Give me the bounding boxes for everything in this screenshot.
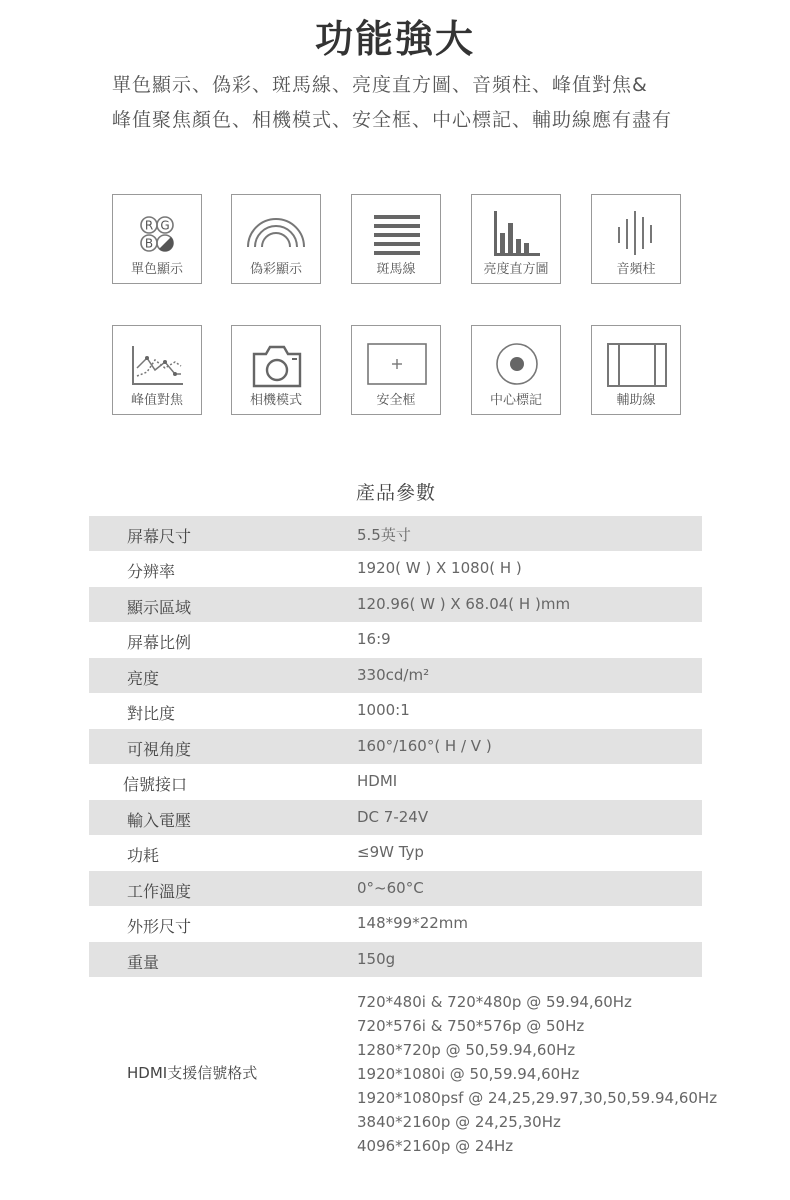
feature-label: 中心標記: [489, 393, 542, 408]
feature-peaking: [112, 325, 202, 415]
spec-value: 0°~60°C: [357, 879, 424, 897]
center-marker-icon: [472, 332, 560, 390]
feature-monochrome: [112, 194, 202, 284]
svg-text:R: R: [144, 218, 154, 233]
hdmi-format-item: 3840*2160p @ 24,25,30Hz: [357, 1113, 561, 1131]
feature-zebra: [351, 194, 441, 284]
feature-camera-mode: [231, 325, 321, 415]
spec-key: 外形尺寸: [127, 917, 192, 936]
spec-value: 1000:1: [357, 701, 410, 719]
spec-key: 重量: [127, 953, 160, 972]
spec-key: 輸入電壓: [127, 811, 192, 830]
feature-safe-frame: [351, 325, 441, 415]
spec-row-hdmi-formats: [89, 978, 718, 1168]
spec-key: 顯示區域: [127, 598, 192, 617]
spec-key: HDMI支援信號格式: [127, 1064, 258, 1082]
hdmi-format-item: 1920*1080i @ 50,59.94,60Hz: [357, 1065, 580, 1083]
params-title: 產品參數: [356, 482, 437, 504]
spec-row: [89, 871, 702, 906]
spec-row: [89, 516, 702, 551]
spec-value: HDMI: [357, 772, 398, 790]
spec-value: 330cd/m²: [357, 666, 430, 684]
spec-value: 148*99*22mm: [357, 914, 469, 932]
guide-lines-icon: [592, 332, 680, 390]
hdmi-format-list: [357, 990, 717, 1158]
spec-value: 5.5英寸: [357, 526, 411, 544]
feature-label: 單色顯示: [130, 262, 183, 277]
histogram-icon: [472, 201, 560, 259]
feature-label: 斑馬線: [376, 262, 416, 277]
spec-row: [89, 800, 702, 835]
spec-value: 160°/160°( H / V ): [357, 737, 492, 755]
feature-label: 安全框: [376, 393, 416, 408]
spec-row: [89, 729, 702, 764]
spec-row: [89, 942, 702, 977]
spec-value: DC 7-24V: [357, 808, 429, 826]
audio-bars-icon: [592, 201, 680, 259]
spec-value: ≤9W Typ: [357, 843, 424, 861]
spec-value: 120.96( W ) X 68.04( H )mm: [357, 595, 571, 613]
feature-description-line-2: 峰值聚焦顏色、相機模式、安全框、中心標記、輔助線應有盡有: [112, 109, 673, 131]
feature-label: 輔助線: [616, 393, 656, 408]
spec-value: 16:9: [357, 630, 391, 648]
rainbow-icon: [232, 201, 320, 259]
page-title: 功能強大: [314, 17, 475, 61]
camera-icon: [232, 332, 320, 390]
spec-row: [89, 693, 702, 728]
feature-false-color: [231, 194, 321, 284]
spec-row: [89, 835, 702, 870]
svg-text:B: B: [144, 236, 154, 251]
spec-row: [89, 906, 702, 941]
hdmi-format-item: 1920*1080psf @ 24,25,29.97,30,50,59.94,60Hz: [357, 1089, 718, 1107]
spec-key: 可視角度: [127, 740, 192, 759]
spec-row: [89, 658, 702, 693]
rgb-mono-icon: [113, 201, 201, 259]
spec-key: 對比度: [127, 704, 176, 723]
spec-value: 1920( W ) X 1080( H ): [357, 559, 522, 577]
spec-key: 屏幕比例: [127, 633, 192, 652]
spec-row: [89, 764, 702, 799]
feature-label: 偽彩顯示: [249, 262, 302, 277]
feature-audio-bars: [591, 194, 681, 284]
spec-key: 分辨率: [127, 562, 176, 581]
spec-key: 屏幕尺寸: [127, 527, 192, 546]
spec-value: 150g: [357, 950, 396, 968]
spec-row: [89, 551, 702, 586]
hdmi-format-item: 1280*720p @ 50,59.94,60Hz: [357, 1041, 576, 1059]
feature-label: 相機模式: [249, 393, 302, 408]
feature-center-marker: [471, 325, 561, 415]
svg-text:G: G: [160, 218, 170, 233]
feature-label: 峰值對焦: [130, 393, 183, 408]
spec-key: 工作溫度: [127, 882, 192, 901]
feature-guide-lines: [591, 325, 681, 415]
spec-row: [89, 587, 702, 622]
hdmi-format-item: 720*576i & 750*576p @ 50Hz: [357, 1017, 585, 1035]
spec-key: 亮度: [127, 669, 160, 688]
zebra-lines-icon: [352, 201, 440, 259]
hdmi-format-item: 4096*2160p @ 24Hz: [357, 1137, 514, 1155]
safe-frame-icon: [352, 332, 440, 390]
hdmi-format-item: 720*480i & 720*480p @ 59.94,60Hz: [357, 993, 632, 1011]
feature-description-line-1: 單色顯示、偽彩、斑馬線、亮度直方圖、音頻柱、峰值對焦&: [112, 74, 648, 96]
feature-label: 音頻柱: [616, 262, 656, 277]
feature-label: 亮度直方圖: [483, 262, 549, 277]
feature-histogram: [471, 194, 561, 284]
spec-key: 信號接口: [123, 775, 188, 794]
peaking-chart-icon: [113, 332, 201, 390]
spec-key: 功耗: [127, 846, 160, 865]
spec-row: [89, 622, 702, 657]
